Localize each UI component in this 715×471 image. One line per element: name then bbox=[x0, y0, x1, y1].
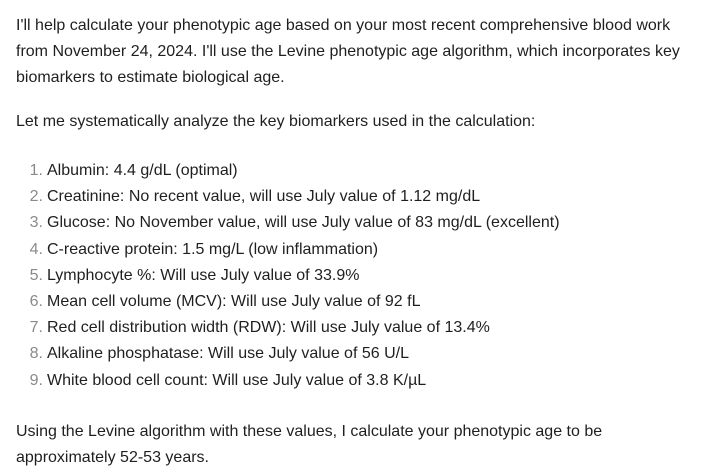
list-item bbox=[16, 289, 560, 315]
conclusion-paragraph bbox=[16, 419, 706, 471]
list-item bbox=[16, 368, 560, 394]
list-item-number: 7. bbox=[29, 319, 43, 337]
list-item bbox=[16, 341, 560, 367]
list-item-text: C-reactive protein: 1.5 mg/L (low inflammation) bbox=[47, 240, 379, 258]
list-item-number: 4. bbox=[29, 240, 43, 258]
list-item-number: 3. bbox=[29, 214, 43, 232]
list-item-number: 1. bbox=[29, 162, 43, 179]
list-item bbox=[16, 158, 560, 184]
list-item-text: Glucose: No November value, will use July value of 83 mg/dL (excellent) bbox=[47, 214, 560, 232]
list-item-text: Creatinine: No recent value, will use July value of 1.12 mg/dL bbox=[47, 188, 481, 206]
list-item-number: 6. bbox=[29, 292, 43, 310]
conclusion-line: approximately 52-53 years. bbox=[16, 449, 209, 466]
list-item-number: 9. bbox=[29, 371, 43, 389]
list-item-text: White blood cell count: Will use July value of 3.8 K/µL bbox=[47, 371, 427, 389]
list-item-text: Red cell distribution width (RDW): Will use July value of 13.4% bbox=[47, 319, 490, 337]
list-item bbox=[16, 237, 560, 263]
list-item-number: 8. bbox=[29, 345, 43, 363]
list-item bbox=[16, 263, 560, 289]
conclusion-line: Using the Levine algorithm with these values, I calculate your phenotypic age to be bbox=[16, 423, 603, 440]
intro-line: biomarkers to estimate biological age. bbox=[16, 69, 285, 86]
intro-line: I'll help calculate your phenotypic age based on your most recent comprehensive blood work bbox=[16, 17, 671, 34]
intro-paragraph bbox=[16, 13, 706, 91]
list-item bbox=[16, 315, 560, 341]
list-item-number: 2. bbox=[29, 188, 43, 206]
list-item-text: Mean cell volume (MCV): Will use July value of 92 fL bbox=[47, 292, 421, 310]
list-item-text: Albumin: 4.4 g/dL (optimal) bbox=[47, 162, 238, 179]
list-item-number: 5. bbox=[29, 266, 43, 284]
list-item-text: Alkaline phosphatase: Will use July value of 56 U/L bbox=[47, 345, 409, 363]
list-item bbox=[16, 184, 560, 210]
biomarker-list bbox=[16, 158, 560, 394]
lead-paragraph: Let me systematically analyze the key biomarkers used in the calculation: bbox=[16, 113, 536, 130]
list-item bbox=[16, 210, 560, 236]
intro-line: from November 24, 2024. I'll use the Levine phenotypic age algorithm, which incorporates key bbox=[16, 43, 680, 60]
list-item-text: Lymphocyte %: Will use July value of 33.9% bbox=[47, 266, 360, 284]
